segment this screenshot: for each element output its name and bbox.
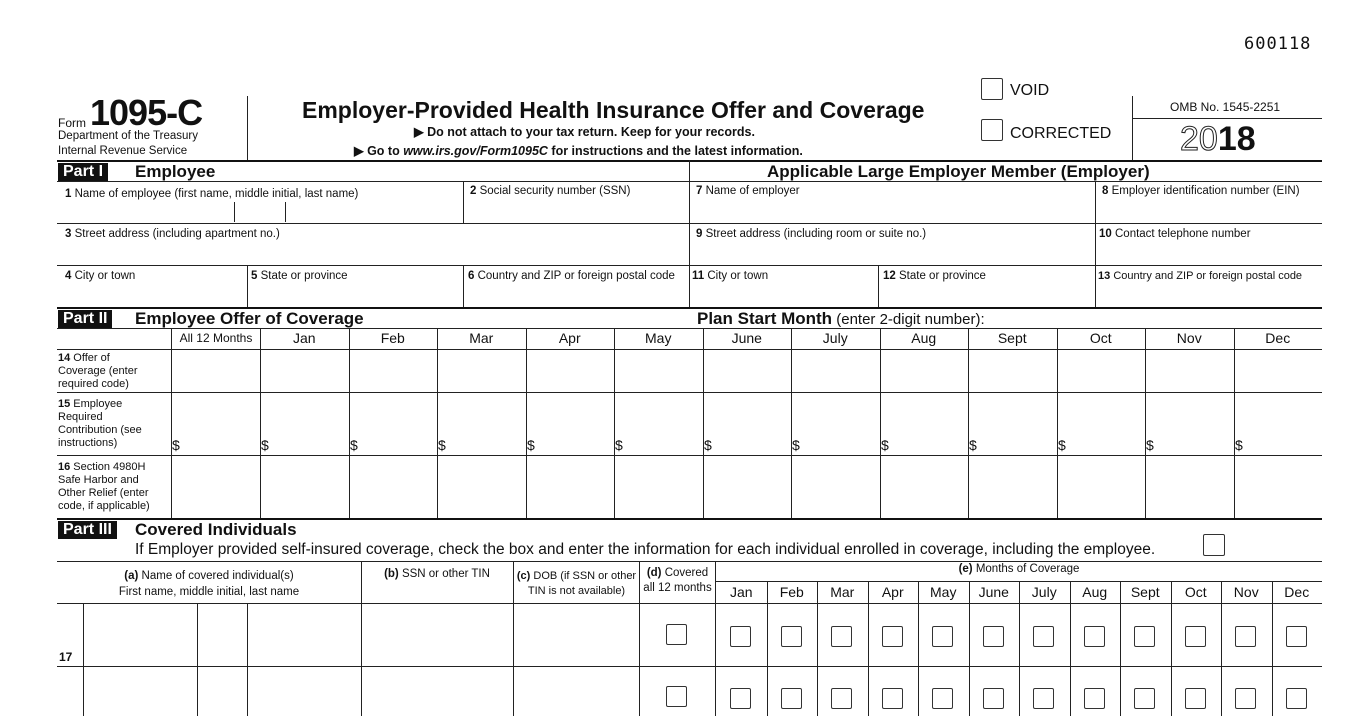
- line-16-line1: [58, 461, 150, 474]
- coverage-apr-checkbox[interactable]: [882, 626, 903, 647]
- grid-line: [767, 581, 768, 716]
- line-15-cell[interactable]: [1235, 393, 1322, 454]
- line-14-cell[interactable]: [704, 350, 791, 391]
- line-15-line3: Contribution (see: [58, 424, 142, 436]
- irs-label: Internal Revenue Service: [58, 145, 188, 157]
- line-15-cell[interactable]: [350, 393, 437, 454]
- line-14-label: [58, 352, 138, 391]
- line-15-dollar-sign: $: [527, 437, 535, 453]
- coverage-month-header-nov: Nov: [1233, 584, 1259, 600]
- omb-number: OMB No. 1545-2251: [1170, 100, 1281, 114]
- field-8-number: 8: [1102, 185, 1109, 197]
- line-15-dollar-sign: $: [881, 437, 889, 453]
- line-16-number: 16: [58, 461, 71, 473]
- field-11-label: [692, 270, 768, 283]
- month-header-sept: Sept: [997, 330, 1027, 346]
- line-16-cell[interactable]: [881, 456, 968, 517]
- self-insured-instruction: If Employer provided self-insured coverage, check the box and enter the information for each individual enrolled in coverage, including the employee.: [135, 541, 1156, 558]
- plan-start-month-label: [697, 309, 985, 329]
- form-number: 1095-C: [90, 92, 203, 133]
- coverage-july-checkbox[interactable]: [1033, 688, 1054, 709]
- line-15-dollar-sign: $: [969, 437, 977, 453]
- line-14-cell[interactable]: [527, 350, 614, 391]
- field-10-number: 10: [1099, 228, 1112, 240]
- month-header-dec: Dec: [1265, 330, 1291, 346]
- coverage-month-header-sept: Sept: [1130, 584, 1160, 600]
- coverage-feb-checkbox[interactable]: [781, 688, 802, 709]
- grid-line: [1221, 581, 1222, 716]
- col-d-letter: (d): [646, 567, 662, 579]
- form-word: Form: [58, 116, 86, 130]
- col-b-header: [362, 568, 512, 581]
- coverage-june-checkbox[interactable]: [983, 626, 1004, 647]
- field-6-text: Country and ZIP or foreign postal code: [477, 270, 675, 282]
- covered-all-12-checkbox[interactable]: [666, 686, 687, 707]
- grid-line: [1120, 581, 1121, 716]
- grid-line: [1070, 581, 1071, 716]
- col-d-header-line2: all 12 months: [643, 582, 712, 594]
- col-a-header-line2: First name, middle initial, last name: [118, 586, 300, 598]
- field-8-label: [1102, 185, 1300, 198]
- field-12-text: State or province: [899, 270, 986, 282]
- line-15-line1: [58, 398, 142, 411]
- field-3-number: 3: [65, 228, 72, 240]
- col-d-header-line1: [640, 566, 715, 581]
- self-insured-checkbox[interactable]: [1203, 534, 1225, 556]
- coverage-june-checkbox[interactable]: [983, 688, 1004, 709]
- field-9-label: [696, 228, 926, 241]
- line-14-cell[interactable]: [969, 350, 1056, 391]
- coverage-sept-checkbox[interactable]: [1134, 626, 1155, 647]
- covered-all-12-checkbox[interactable]: [666, 624, 687, 645]
- field-10-text: Contact telephone number: [1115, 228, 1251, 240]
- coverage-month-header-mar: Mar: [830, 584, 855, 600]
- month-header-apr: Apr: [558, 330, 581, 346]
- field-3-text: Street address (including apartment no.): [74, 228, 280, 240]
- field-2-label: [470, 185, 630, 198]
- field-9-text: Street address (including room or suite no.): [705, 228, 927, 240]
- line-17-number: 17: [59, 650, 73, 664]
- coverage-month-header-may: May: [930, 584, 957, 600]
- field-6-label: [468, 270, 675, 283]
- col-e-letter: (e): [958, 563, 973, 575]
- line-14-cell[interactable]: [881, 350, 968, 391]
- line-16-cell[interactable]: [1058, 456, 1145, 517]
- field-11-text: City or town: [707, 270, 769, 282]
- col-d-header: [640, 566, 715, 596]
- grid-line: [817, 581, 818, 716]
- all-12-months-header: All 12 Months: [179, 331, 253, 345]
- plan-start-month-bold: Plan Start Month: [697, 309, 833, 328]
- col-b-text: SSN or other TIN: [398, 568, 490, 580]
- line-16-cell[interactable]: [1235, 456, 1322, 517]
- line-14-line1: [58, 352, 138, 365]
- line-16-line3: Other Relief (enter: [58, 487, 149, 499]
- field-1-label: [65, 188, 358, 201]
- coverage-month-header-oct: Oct: [1184, 584, 1207, 600]
- month-header-oct: Oct: [1089, 330, 1112, 346]
- grid-line: [868, 581, 869, 716]
- corrected-checkbox[interactable]: [981, 119, 1003, 141]
- line-15-cell[interactable]: [704, 393, 791, 454]
- grid-line: [918, 581, 919, 716]
- line-15-cell[interactable]: [438, 393, 525, 454]
- coverage-mar-checkbox[interactable]: [831, 626, 852, 647]
- line-15-cell[interactable]: [172, 393, 259, 454]
- coverage-month-header-dec: Dec: [1284, 584, 1310, 600]
- part3-tag: Part III: [58, 521, 117, 539]
- line-14-number: 14: [58, 352, 71, 364]
- col-c-header: [514, 569, 639, 599]
- field-7-text: Name of employer: [705, 185, 800, 197]
- line-15-dollar-sign: $: [1235, 437, 1243, 453]
- line-16-cell[interactable]: [615, 456, 702, 517]
- line-15-dollar-sign: $: [261, 437, 269, 453]
- line-14-cell[interactable]: [172, 350, 259, 391]
- instruction-attach: ▶ Do not attach to your tax return. Keep for your records.: [414, 125, 755, 139]
- coverage-nov-checkbox[interactable]: [1235, 688, 1256, 709]
- line-16-cell[interactable]: [704, 456, 791, 517]
- field-13-text: Country and ZIP or foreign postal code: [1113, 270, 1303, 282]
- coverage-month-header-apr: Apr: [881, 584, 904, 600]
- field-3-label: [65, 228, 280, 241]
- field-2-number: 2: [470, 185, 477, 197]
- tax-year: [1180, 120, 1256, 159]
- grid-line: [969, 581, 970, 716]
- field-5-label: [251, 270, 348, 283]
- month-header-aug: Aug: [911, 330, 937, 346]
- coverage-oct-checkbox[interactable]: [1185, 688, 1206, 709]
- line-15-cell[interactable]: [1146, 393, 1233, 454]
- coverage-mar-checkbox[interactable]: [831, 688, 852, 709]
- line-16-cell[interactable]: [172, 456, 259, 517]
- part2-title: Employee Offer of Coverage: [135, 309, 364, 328]
- line-15-cell[interactable]: [792, 393, 879, 454]
- coverage-oct-checkbox[interactable]: [1185, 626, 1206, 647]
- field-1-text: Name of employee (first name, middle initial, last name): [74, 188, 359, 200]
- part2-tag: Part II: [58, 310, 112, 328]
- line-15-cell[interactable]: [1058, 393, 1145, 454]
- line-16-text1: Section 4980H: [70, 461, 146, 473]
- line-15-cell[interactable]: [969, 393, 1056, 454]
- line-16-cell[interactable]: [969, 456, 1056, 517]
- line-14-cell[interactable]: [261, 350, 348, 391]
- coverage-month-header-feb: Feb: [779, 584, 804, 600]
- field-7-label: [696, 185, 800, 198]
- field-6-number: 6: [468, 270, 475, 282]
- line-14-cell[interactable]: [438, 350, 525, 391]
- line-15-dollar-sign: $: [438, 437, 446, 453]
- line-14-text1: Offer of: [70, 352, 110, 364]
- field-11-number: 11: [692, 270, 705, 282]
- field-12-number: 12: [883, 270, 896, 282]
- line-15-line2: Required: [58, 411, 103, 423]
- line-14-cell[interactable]: [1058, 350, 1145, 391]
- field-5-number: 5: [251, 270, 258, 282]
- line-14-cell[interactable]: [350, 350, 437, 391]
- col-e-header: [716, 563, 1322, 576]
- line-15-text1: Employee: [70, 398, 123, 410]
- col-c-header-line2: TIN is not available): [527, 585, 626, 597]
- line-14-line2: Coverage (enter: [58, 365, 138, 377]
- field-13-number: 13: [1098, 270, 1111, 282]
- coverage-nov-checkbox[interactable]: [1235, 626, 1256, 647]
- line-14-cell[interactable]: [1235, 350, 1322, 391]
- field-4-text: City or town: [74, 270, 136, 282]
- col-c-header-line1: [514, 569, 639, 584]
- field-9-number: 9: [696, 228, 703, 240]
- coverage-may-checkbox[interactable]: [932, 626, 953, 647]
- line-15-dollar-sign: $: [792, 437, 800, 453]
- plan-start-month-hint: (enter 2-digit number):: [832, 311, 985, 328]
- coverage-feb-checkbox[interactable]: [781, 626, 802, 647]
- field-4-number: 4: [65, 270, 72, 282]
- month-header-mar: Mar: [469, 330, 494, 346]
- field-5-text: State or province: [260, 270, 348, 282]
- grid-line: [1171, 581, 1172, 716]
- part1-tag: Part I: [58, 163, 108, 181]
- line-14-cell[interactable]: [615, 350, 702, 391]
- void-label: VOID: [1010, 82, 1050, 99]
- line-15-dollar-sign: $: [704, 437, 712, 453]
- line-16-line2: Safe Harbor and: [58, 474, 139, 486]
- field-10-label: [1099, 228, 1251, 241]
- field-4-label: [65, 270, 135, 283]
- line-15-dollar-sign: $: [615, 437, 623, 453]
- form-title: Employer-Provided Health Insurance Offer and Coverage: [302, 97, 925, 123]
- grid-line: [1019, 581, 1020, 716]
- col-c-letter: (c): [516, 570, 531, 582]
- coverage-jan-checkbox[interactable]: [730, 626, 751, 647]
- coverage-month-header-june: June: [978, 584, 1009, 600]
- coverage-aug-checkbox[interactable]: [1084, 688, 1105, 709]
- employer-section-title: Applicable Large Employer Member (Employer): [767, 162, 1150, 181]
- tax-year-outline: 20: [1180, 120, 1218, 158]
- month-header-june: June: [731, 330, 762, 346]
- field-2-text: Social security number (SSN): [479, 185, 631, 197]
- field-8-text: Employer identification number (EIN): [1111, 185, 1300, 197]
- line-16-cell[interactable]: [350, 456, 437, 517]
- col-c-text1: DOB (if SSN or other: [530, 570, 637, 582]
- part1-title: Employee: [135, 162, 216, 181]
- line-16-label: [58, 461, 150, 513]
- department-label: Department of the Treasury: [58, 130, 198, 142]
- field-7-number: 7: [696, 185, 703, 197]
- col-a-header-line1: [58, 568, 360, 584]
- line-16-cell[interactable]: [261, 456, 348, 517]
- line-14-cell[interactable]: [1146, 350, 1233, 391]
- line-16-cell[interactable]: [792, 456, 879, 517]
- coverage-month-header-jan: Jan: [729, 584, 753, 600]
- line-16-line4: code, if applicable): [58, 500, 150, 512]
- coverage-aug-checkbox[interactable]: [1084, 626, 1105, 647]
- month-header-nov: Nov: [1176, 330, 1202, 346]
- line-15-dollar-sign: $: [172, 437, 180, 453]
- month-header-feb: Feb: [380, 330, 405, 346]
- line-15-label: [58, 398, 142, 450]
- instruction-url-prefix: ▶ Go to: [354, 144, 404, 158]
- void-checkbox[interactable]: [981, 78, 1003, 100]
- coverage-sept-checkbox[interactable]: [1134, 688, 1155, 709]
- tax-year-bold: 18: [1217, 120, 1256, 158]
- instruction-url: [354, 143, 803, 158]
- line-15-number: 15: [58, 398, 71, 410]
- line-15-line4: instructions): [58, 437, 118, 449]
- col-a-header: [58, 568, 360, 600]
- line-15-cell[interactable]: [615, 393, 702, 454]
- col-d-text1: Covered: [661, 567, 709, 579]
- line-16-cell[interactable]: [1146, 456, 1233, 517]
- field-13-label: [1098, 270, 1302, 283]
- line-16-cell[interactable]: [527, 456, 614, 517]
- part3-title: Covered Individuals: [135, 520, 297, 539]
- line-15-cell[interactable]: [527, 393, 614, 454]
- instruction-url-suffix: for instructions and the latest information.: [547, 144, 803, 158]
- coverage-dec-checkbox[interactable]: [1286, 688, 1307, 709]
- coverage-dec-checkbox[interactable]: [1286, 626, 1307, 647]
- line-15-cell[interactable]: [881, 393, 968, 454]
- col-b-letter: (b): [384, 568, 399, 580]
- grid-line: [1272, 581, 1273, 716]
- irs-url-link[interactable]: www.irs.gov/Form1095C: [403, 144, 548, 158]
- coverage-may-checkbox[interactable]: [932, 688, 953, 709]
- field-1-number: 1: [65, 188, 72, 200]
- col-e-text: Months of Coverage: [972, 563, 1080, 575]
- month-header-may: May: [645, 330, 672, 346]
- coverage-jan-checkbox[interactable]: [730, 688, 751, 709]
- line-15-dollar-sign: $: [350, 437, 358, 453]
- form-control-code: 600118: [1244, 34, 1312, 54]
- coverage-july-checkbox[interactable]: [1033, 626, 1054, 647]
- field-12-label: [883, 270, 986, 283]
- col-a-text1: Name of covered individual(s): [138, 570, 294, 582]
- line-15-dollar-sign: $: [1058, 437, 1066, 453]
- month-header-jan: Jan: [292, 330, 316, 346]
- line-15-dollar-sign: $: [1146, 437, 1154, 453]
- line-16-cell[interactable]: [438, 456, 525, 517]
- col-a-letter: (a): [124, 570, 139, 582]
- coverage-month-header-aug: Aug: [1082, 584, 1108, 600]
- line-15-cell[interactable]: [261, 393, 348, 454]
- line-14-cell[interactable]: [792, 350, 879, 391]
- line-14-line3: required code): [58, 378, 129, 390]
- coverage-apr-checkbox[interactable]: [882, 688, 903, 709]
- month-header-july: July: [822, 330, 848, 346]
- coverage-month-header-july: July: [1031, 584, 1057, 600]
- corrected-label: CORRECTED: [1010, 125, 1112, 142]
